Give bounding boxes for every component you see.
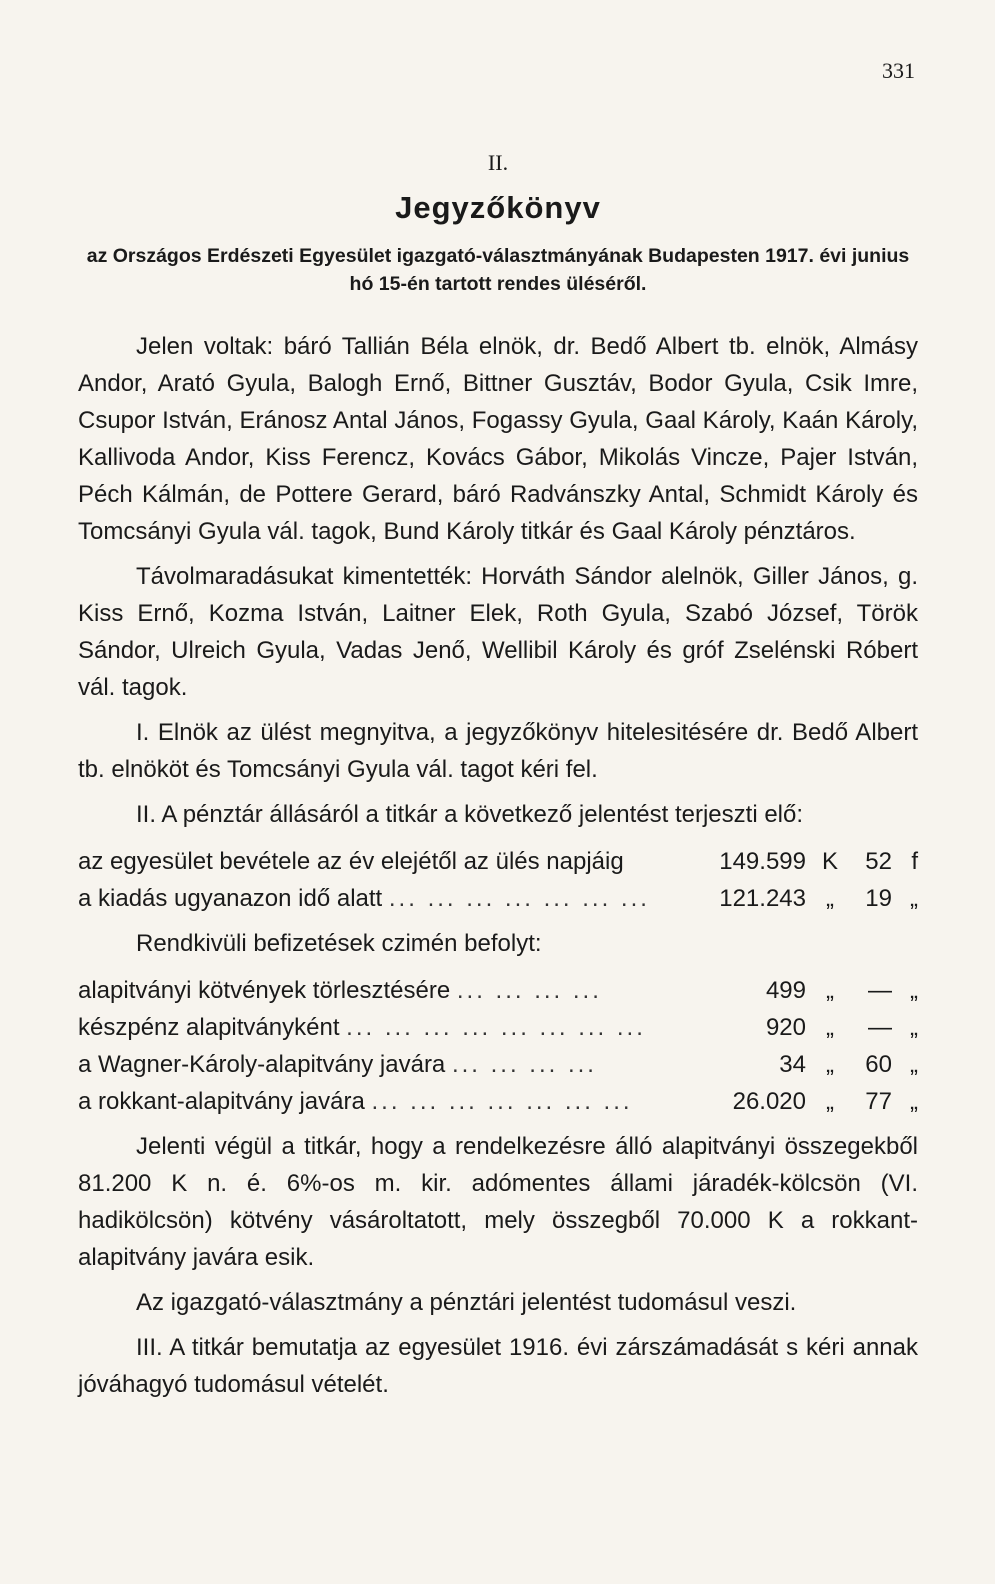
page-number: 331 [882, 58, 915, 83]
leader-dots: ... ... ... ... ... ... ... [371, 1088, 633, 1115]
leader-dots: ... ... ... ... [456, 977, 602, 1004]
finance-table [78, 843, 918, 917]
extra-table [78, 972, 918, 1120]
finance-unit: „ [826, 885, 834, 912]
extra-subunit: „ [910, 1051, 918, 1078]
extra-subunit: „ [910, 977, 918, 1004]
extra-cents: — [868, 977, 892, 1004]
finance-cents: 52 [865, 848, 892, 875]
document-title: Jegyzőkönyv [395, 190, 601, 225]
extra-label: a rokkant-alapitvány javára [78, 1088, 365, 1115]
extra-amount: 920 [765, 1014, 806, 1041]
extra-amount: 34 [779, 1051, 806, 1078]
extra-label: a Wagner-Károly-alapitvány javára [78, 1051, 446, 1078]
finance-amount: 121.243 [719, 885, 806, 912]
report-paragraph: Jelenti végül a titkár, hogy a rendelkezésre álló alapitványi összegekből 81.200 K n. é. 6%-os m. kir. adómentes állami járadék-kölcsön (VI. hadikölcsön) kötvény vásároltatott, mely összegből 70.000 K a rokkant-alapitvány javára esik. [78, 1133, 918, 1271]
finance-label: a kiadás ugyanazon idő alatt [78, 885, 383, 912]
leader-dots: ... ... ... ... [451, 1051, 597, 1078]
finance-subunit: f [911, 848, 918, 875]
finance-amount: 149.599 [719, 848, 806, 875]
extra-label: alapitványi kötvények törlesztésére [78, 977, 451, 1004]
finance-cents: 19 [865, 885, 892, 912]
document-body [78, 0, 918, 1403]
item2-paragraph: II. A pénztár állásáról a titkár a következő jelentést terjeszti elő: [136, 801, 804, 828]
extra-unit: „ [826, 1014, 834, 1041]
extra-row [78, 1083, 918, 1120]
excused-paragraph: Távolmaradásukat kimentették: Horváth Sándor alelnök, Giller János, g. Kiss Ernő, Kozma István, Laitner Elek, Roth Gyula, Szabó József, Török Sándor, Ulreich Gyula, Vadas Jenő, Wellibil Károly és gróf Zselénski Róbert vál. tagok. [78, 563, 918, 701]
finance-row [78, 843, 918, 880]
item1-paragraph: I. Elnök az ülést megnyitva, a jegyzőkönyv hitelesitésére dr. Bedő Albert tb. elnököt és Tomcsányi Gyula vál. tagot kéri fel. [78, 719, 918, 783]
extra-label: készpénz alapitványként [78, 1014, 340, 1041]
finance-label: az egyesület bevétele az év elejétől az ülés napjáig [78, 848, 624, 875]
extra-row [78, 1046, 918, 1083]
extra-cents: 77 [865, 1088, 892, 1115]
extra-cents: 60 [865, 1051, 892, 1078]
extra-cents: — [868, 1014, 892, 1041]
extra-amount: 26.020 [732, 1088, 806, 1115]
finance-subunit: „ [910, 885, 918, 912]
extra-unit: „ [826, 977, 834, 1004]
extra-unit: „ [826, 1088, 834, 1115]
extra-unit: „ [826, 1051, 834, 1078]
extra-row [78, 1009, 918, 1046]
item3-paragraph: III. A titkár bemutatja az egyesület 1916. évi zárszámadását s kéri annak jóváhagyó tudomásul vételét. [78, 1334, 918, 1398]
extra-subunit: „ [910, 1088, 918, 1115]
leader-dots: ... ... ... ... ... ... ... [388, 885, 650, 912]
attendees-paragraph: Jelen voltak: báró Tallián Béla elnök, dr. Bedő Albert tb. elnök, Almásy Andor, Arató Gyula, Balogh Ernő, Bittner Gusztáv, Bodor Gyula, Csik Imre, Csupor István, Eránosz Antal János, Fogassy Gyula, Gaal Károly, Kaán Károly, Kallivoda Andor, Kiss Ferencz, Kovács Gábor, Mikolás Vincze, Pajer István, Péch Kálmán, de Pottere Gerard, báró Radvánszky Antal, Schmidt Károly és Tomcsányi Gyula vál. tagok, Bund Károly titkár és Gaal Károly pénztáros. [78, 333, 918, 545]
finance-row [78, 880, 918, 917]
extra-subunit: „ [910, 1014, 918, 1041]
section-number: II. [487, 150, 509, 175]
finance-unit: K [821, 848, 838, 875]
document-subtitle: az Országos Erdészeti Egyesület igazgató-választmányának Budapesten 1917. évi junius hó 15-én tartott rendes üléséről. [86, 245, 910, 295]
extra-row [78, 972, 918, 1009]
extra-amount: 499 [765, 977, 806, 1004]
acknowledge-paragraph: Az igazgató-választmány a pénztári jelentést tudomásul veszi. [136, 1289, 797, 1316]
extra-heading: Rendkivüli befizetések czimén befolyt: [136, 930, 542, 957]
leader-dots: ... ... ... ... ... ... ... ... [346, 1014, 646, 1041]
